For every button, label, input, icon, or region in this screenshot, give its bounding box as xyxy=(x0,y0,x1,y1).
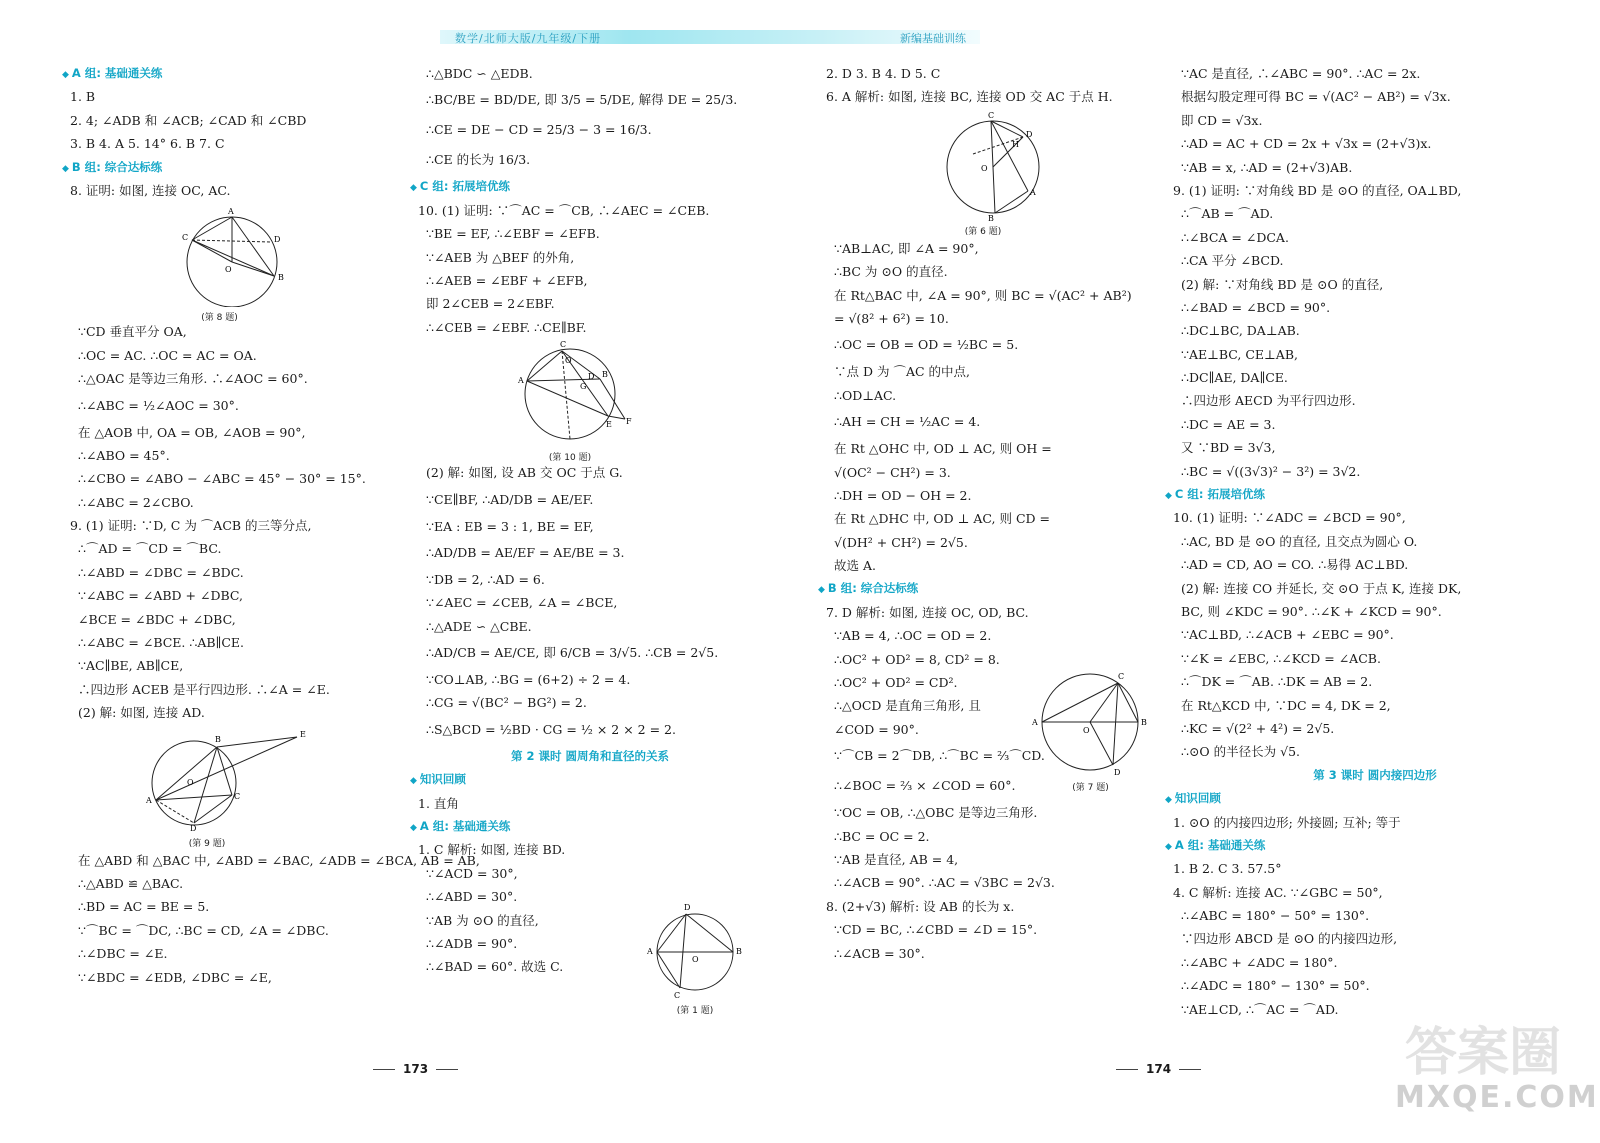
answer-line: 7. D 解析: 如图, 连接 OC, OD, BC. xyxy=(826,604,1029,620)
answer-line: ∴∠ABD = ∠DBC = ∠BDC. xyxy=(78,564,244,580)
answer-line: ∠BCE = ∠BDC + ∠DBC, xyxy=(78,611,236,627)
svg-text:D: D xyxy=(684,903,691,912)
answer-line: 9. (1) 证明: ∵对角线 BD 是 ⊙O 的直径, OA⊥BD, xyxy=(1173,182,1462,198)
answer-line: √(DH² + CH²) = 2√5. xyxy=(834,534,968,550)
lesson-title: 第 3 课时 圆内接四边形 xyxy=(1313,767,1437,782)
answer-line: ∵CO⊥AB, ∴BG = (6+2) ÷ 2 = 4. xyxy=(426,672,631,688)
figure-10 xyxy=(410,339,770,464)
svg-text:A: A xyxy=(1032,718,1038,727)
answer-line: ∴OC = AC. ∴OC = AC = OA. xyxy=(78,347,257,363)
figure-7 xyxy=(1028,667,1153,792)
svg-text:E: E xyxy=(300,729,306,739)
answer-line: ∴OC = OB = OD = ½BC = 5. xyxy=(834,337,1019,353)
answer-line: ∴△OCD 是直角三角形, 且 xyxy=(834,698,981,714)
answer-line: ∴BC = √((3√3)² − 3²) = 3√2. xyxy=(1181,463,1361,479)
svg-text:D: D xyxy=(588,372,595,382)
answer-line: ∵点 D 为 ⌒AC 的中点, xyxy=(834,364,970,380)
svg-text:B: B xyxy=(1141,718,1147,727)
figure-9-caption: (第 9 题) xyxy=(188,838,226,849)
figure-10-caption: (第 10 题) xyxy=(548,453,592,464)
answer-line: 在 Rt △OHC 中, OD ⊥ AC, 则 OH = xyxy=(834,441,1052,457)
answer-line: ∴∠ABC + ∠ADC = 180°. xyxy=(1181,954,1338,970)
figure-9-diagram xyxy=(62,725,392,833)
svg-text:B: B xyxy=(215,734,221,744)
answer-line: ∴CE = DE − CD = 25/3 − 3 = 16/3. xyxy=(426,122,652,138)
answer-line: ∴⌒AB = ⌒AD. xyxy=(1181,206,1274,222)
answer-line: 故选 A. xyxy=(834,558,876,574)
answer-line: ∴∠ADB = 90°. xyxy=(426,935,518,951)
answer-line: 1. 直角 xyxy=(418,795,459,811)
svg-text:C: C xyxy=(560,340,567,350)
answer-line: = √(8² + 6²) = 10. xyxy=(834,310,949,326)
figure-9 xyxy=(62,725,392,849)
answer-line: ∵AB 为 ⊙O 的直径, xyxy=(426,912,539,928)
answer-line: 在 Rt △DHC 中, OD ⊥ AC, 则 CD = xyxy=(834,511,1050,527)
answer-line: ∴∠ADC = 180° − 130° = 50°. xyxy=(1181,978,1370,994)
svg-text:A: A xyxy=(146,795,152,805)
section-heading: ◆ 知识回顾 xyxy=(410,768,770,791)
answer-line: ∴BC/BE = BD/DE, 即 3/5 = 5/DE, 解得 DE = 25/3. xyxy=(426,92,738,108)
answer-line: ∴∠BAD = 60°. 故选 C. xyxy=(426,959,564,975)
answer-line: ∵AC⊥BD, ∴∠ACB + ∠EBC = 90°. xyxy=(1181,627,1394,643)
answer-line: ∴∠BAD = ∠BCD = 90°. xyxy=(1181,299,1331,315)
answer-line: ∵∠BDC = ∠EDB, ∠DBC = ∠E, xyxy=(78,969,272,985)
section-heading: ◆ 知识回顾 xyxy=(1165,787,1585,810)
answer-line: ∴AD/DB = AE/EF = AE/BE = 3. xyxy=(426,544,625,560)
answer-line: ∴△ABD ≌ △BAC. xyxy=(78,875,184,891)
answer-line: ∵AE⊥CD, ∴⌒AC = ⌒AD. xyxy=(1181,1001,1339,1017)
answer-line: ∴∠ABC = 180° − 50° = 130°. xyxy=(1181,908,1370,924)
answer-line: ∴BC = OC = 2. xyxy=(834,828,930,844)
svg-text:O: O xyxy=(565,356,572,366)
answer-line: ∵⌒CB = 2⌒DB, ∴⌒BC = ⅔⌒CD. xyxy=(834,748,1045,764)
figure-8-diagram xyxy=(62,202,392,307)
answer-line: ∵∠AEB 为 △BEF 的外角, xyxy=(426,249,575,265)
svg-text:A: A xyxy=(518,376,524,386)
lesson-title: 第 2 课时 圆周角和直径的关系 xyxy=(510,748,669,763)
answer-line: ∴∠ACB = 90°. ∴AC = √3BC = 2√3. xyxy=(834,875,1055,891)
answer-line: ∴CE 的长为 16/3. xyxy=(426,152,531,168)
answer-line: ∴∠ABO = 45°. xyxy=(78,447,170,463)
answer-line: ∵AB⊥AC, 即 ∠A = 90°, xyxy=(834,240,979,256)
answer-line: ∴∠ABD = 30°. xyxy=(426,889,518,905)
answer-line: 10. (1) 证明: ∵∠ADC = ∠BCD = 90°, xyxy=(1173,510,1406,526)
section-heading: ◆ A 组: 基础通关练 xyxy=(1165,834,1585,857)
header-series: 新编基础训练 xyxy=(900,32,966,45)
answer-line: ∴∠CBO = ∠ABO − ∠ABC = 45° − 30° = 15°. xyxy=(78,471,366,487)
column-4 xyxy=(1165,62,1585,1021)
svg-text:O: O xyxy=(225,265,232,275)
svg-text:C: C xyxy=(674,991,681,1000)
answer-line: ∵AB = x, ∴AD = (2+√3)AB. xyxy=(1181,159,1353,175)
figure-1-diagram xyxy=(640,902,750,1000)
page-number-right: 174 xyxy=(1108,1062,1209,1076)
figure-6-diagram xyxy=(818,109,1158,221)
svg-text:C: C xyxy=(1118,672,1125,681)
column-2 xyxy=(410,62,770,1016)
answer-line: ∴∠ACB = 30°. xyxy=(834,945,925,961)
answer-line: ∴S△BCD = ½BD · CG = ½ × 2 × 2 = 2. xyxy=(426,721,676,737)
answer-line: (2) 解: 如图, 设 AB 交 OC 于点 G. xyxy=(426,465,623,481)
answer-line: 在 Rt△BAC 中, ∠A = 90°, 则 BC = √(AC² + AB²) xyxy=(834,287,1132,303)
answer-line: (2) 解: 如图, 连接 AD. xyxy=(78,705,205,721)
answer-line: ∴⊙O 的半径长为 √5. xyxy=(1181,744,1301,760)
answer-line: 根据勾股定理可得 BC = √(AC² − AB²) = √3x. xyxy=(1181,89,1451,105)
answer-line: ∴∠DBC = ∠E. xyxy=(78,946,168,962)
svg-text:O: O xyxy=(981,163,988,173)
answer-line: ∵EA : EB = 3 : 1, BE = EF, xyxy=(426,518,594,534)
answer-line: 在 △ABD 和 △BAC 中, ∠ABD = ∠BAC, ∠ADB = ∠BCA, AB = AB, xyxy=(78,852,480,868)
svg-text:O: O xyxy=(187,777,194,787)
svg-text:O: O xyxy=(692,955,699,964)
column-3 xyxy=(818,62,1158,965)
answer-line: 又 ∵BD = 3√3, xyxy=(1181,440,1276,456)
svg-text:G: G xyxy=(580,382,587,392)
answer-line: 9. (1) 证明: ∵D, C 为 ⌒ACB 的三等分点, xyxy=(70,518,312,534)
answer-line: ∴AH = CH = ½AC = 4. xyxy=(834,414,981,430)
answer-line: ∴四边形 ACEB 是平行四边形. ∴∠A = ∠E. xyxy=(78,681,330,697)
answer-line: ∵四边形 ABCD 是 ⊙O 的内接四边形, xyxy=(1181,931,1398,947)
answer-line: ∵∠AEC = ∠CEB, ∠A = ∠BCE, xyxy=(426,595,618,611)
svg-text:A: A xyxy=(647,947,653,956)
figure-6 xyxy=(818,109,1158,237)
answer-line: ∴BD = AC = BE = 5. xyxy=(78,899,210,915)
answer-line: ∴∠ABC = ∠BCE. ∴AB∥CE. xyxy=(78,635,244,651)
answer-line: ∵∠ACD = 30°, xyxy=(426,865,518,881)
section-heading: ◆ C 组: 拓展培优练 xyxy=(410,175,770,198)
section-heading: ◆ B 组: 综合达标练 xyxy=(818,577,1158,600)
answer-line: ∵BE = EF, ∴∠EBF = ∠EFB. xyxy=(426,226,600,242)
watermark-logo: 答案圈 xyxy=(1405,1023,1562,1083)
answer-line: 1. ⊙O 的内接四边形; 外接圆; 互补; 等于 xyxy=(1173,814,1401,830)
answer-line: ∴AC, BD 是 ⊙O 的直径, 且交点为圆心 O. xyxy=(1181,533,1418,549)
answer-line: ∴⌒DK = ⌒AB. ∴DK = AB = 2. xyxy=(1181,674,1373,690)
svg-text:D: D xyxy=(1114,768,1121,777)
svg-text:A: A xyxy=(1030,187,1036,197)
answer-line: (2) 解: 连接 CO 并延长, 交 ⊙O 于点 K, 连接 DK, xyxy=(1181,580,1462,596)
answer-line: ∵AE⊥BC, CE⊥AB, xyxy=(1181,346,1298,362)
answer-line: ∴BC 为 ⊙O 的直径. xyxy=(834,264,948,280)
answer-line: ∵AC∥BE, AB∥CE, xyxy=(78,658,184,674)
svg-text:B: B xyxy=(602,370,608,380)
section-heading: ◆ B 组: 综合达标练 xyxy=(62,156,392,179)
answer-line: ∵AC 是直径, ∴∠ABC = 90°. ∴AC = 2x. xyxy=(1181,66,1421,81)
answer-line: BC, 则 ∠KDC = 90°. ∴∠K + ∠KCD = 90°. xyxy=(1181,603,1442,619)
answer-line: 2. D 3. B 4. D 5. C xyxy=(826,66,941,81)
answer-line: ∴∠ABC = ½∠AOC = 30°. xyxy=(78,397,239,413)
answer-line: ∴△ADE ∽ △CBE. xyxy=(426,618,532,634)
answer-line: ∴DC⊥BC, DA⊥AB. xyxy=(1181,323,1300,339)
answer-line: ∴∠CEB = ∠EBF. ∴CE∥BF. xyxy=(426,319,587,335)
figure-1 xyxy=(640,902,750,1016)
answer-line: ∵CD = BC, ∴∠CBD = ∠D = 15°. xyxy=(834,922,1038,938)
answer-line: ∴OC² + OD² = CD². xyxy=(834,675,958,691)
answer-line: ∴△BDC ∽ △EDB. xyxy=(426,66,533,81)
answer-line: ∵⌒BC = ⌒DC, ∴BC = CD, ∠A = ∠DBC. xyxy=(78,922,329,938)
answer-line: 1. C 解析: 如图, 连接 BD. xyxy=(418,842,566,858)
answer-line: ∴DC = AE = 3. xyxy=(1181,416,1276,432)
answer-line: 10. (1) 证明: ∵⌒AC = ⌒CB, ∴∠AEC = ∠CEB. xyxy=(418,202,710,218)
answer-line: ∴CG = √(BC² − BG²) = 2. xyxy=(426,695,587,711)
answer-line: ∵∠K = ∠EBC, ∴∠KCD = ∠ACB. xyxy=(1181,650,1381,666)
answer-line: ∴KC = √(2² + 4²) = 2√5. xyxy=(1181,720,1335,736)
svg-text:C: C xyxy=(988,110,995,120)
svg-text:D: D xyxy=(274,235,281,245)
section-heading: ◆ C 组: 拓展培优练 xyxy=(1165,483,1585,506)
answer-line: 4. C 解析: 连接 AC. ∵∠GBC = 50°, xyxy=(1173,884,1383,900)
answer-line: ∴△OAC 是等边三角形. ∴∠AOC = 60°. xyxy=(78,371,308,387)
figure-10-diagram xyxy=(410,339,770,447)
svg-text:O: O xyxy=(1083,726,1090,735)
answer-line: ∵∠ABC = ∠ABD + ∠DBC, xyxy=(78,588,243,604)
answer-line: ∵AB = 4, ∴OC = OD = 2. xyxy=(834,628,992,644)
answer-line: 即 2∠CEB = 2∠EBF. xyxy=(426,296,555,312)
answer-line: ∴DC∥AE, DA∥CE. xyxy=(1181,370,1288,386)
section-heading: ◆ A 组: 基础通关练 xyxy=(410,815,770,838)
answer-line: ∵CD 垂直平分 OA, xyxy=(78,324,187,340)
page-number-left: 173 xyxy=(365,1062,466,1076)
answer-line: ∴OD⊥AC. xyxy=(834,387,897,403)
svg-text:C: C xyxy=(182,233,189,243)
section-heading: ◆ A 组: 基础通关练 xyxy=(62,62,392,85)
answer-line: ∴AD = CD, AO = CO. ∴易得 AC⊥BD. xyxy=(1181,557,1409,573)
answer-line: ∴CA 平分 ∠BCD. xyxy=(1181,253,1284,269)
watermark-site: MXQE.COM xyxy=(1395,1080,1599,1115)
answer-line: ∴四边形 AECD 为平行四边形. xyxy=(1181,393,1356,409)
answer-line: 6. A 解析: 如图, 连接 BC, 连接 OD 交 AC 于点 H. xyxy=(826,89,1113,105)
answer-line: ∴⌒AD = ⌒CD = ⌒BC. xyxy=(78,541,222,557)
answer-line: ∴∠ABC = 2∠CBO. xyxy=(78,494,194,510)
svg-text:D: D xyxy=(190,823,197,833)
svg-text:A: A xyxy=(228,207,234,217)
answer-line: 2. 4; ∠ADB 和 ∠ACB; ∠CAD 和 ∠CBD xyxy=(70,112,307,128)
figure-8 xyxy=(62,202,392,324)
figure-7-caption: (第 7 题) xyxy=(1072,783,1109,793)
answer-line: 3. B 4. A 5. 14° 6. B 7. C xyxy=(70,136,225,152)
answer-line: 8. 证明: 如图, 连接 OC, AC. xyxy=(70,182,231,198)
answer-line: 1. B xyxy=(70,89,96,105)
answer-line: 在 Rt△KCD 中, ∵DC = 4, DK = 2, xyxy=(1181,697,1391,713)
answer-line: √(OC² − CH²) = 3. xyxy=(834,464,951,480)
answer-line: ∵DB = 2, ∴AD = 6. xyxy=(426,571,545,587)
figure-8-caption: (第 8 题) xyxy=(201,313,238,324)
answer-line: 在 △AOB 中, OA = OB, ∠AOB = 90°, xyxy=(78,424,306,440)
svg-text:B: B xyxy=(988,213,994,221)
answer-line: ∵AB 是直径, AB = 4, xyxy=(834,851,959,867)
answer-line: 即 CD = √3x. xyxy=(1181,112,1263,128)
svg-text:B: B xyxy=(278,273,284,283)
answer-line: ∵OC = OB, ∴△OBC 是等边三角形. xyxy=(834,805,1038,821)
svg-text:C: C xyxy=(234,791,241,801)
answer-line: ∴OC² + OD² = 8, CD² = 8. xyxy=(834,651,1000,667)
figure-7-diagram xyxy=(1028,667,1153,777)
answer-line: ∴∠BOC = ⅔ × ∠COD = 60°. xyxy=(834,778,1016,794)
answer-line: (2) 解: ∵对角线 BD 是 ⊙O 的直径, xyxy=(1181,276,1384,292)
answer-line: 1. B 2. C 3. 57.5° xyxy=(1173,861,1282,877)
answer-line: ∴AD/CB = AE/CE, 即 6/CB = 3/√5. ∴CB = 2√5. xyxy=(426,645,719,661)
answer-line: ∴∠AEB = ∠EBF + ∠EFB, xyxy=(426,272,588,288)
answer-line: ∴AD = AC + CD = 2x + √3x = (2+√3)x. xyxy=(1181,136,1432,152)
figure-6-caption: (第 6 题) xyxy=(964,226,1002,237)
answer-line: 8. (2+√3) 解析: 设 AB 的长为 x. xyxy=(826,898,1015,914)
answer-line: ∵CE∥BF, ∴AD/DB = AE/EF. xyxy=(426,491,594,507)
svg-text:E: E xyxy=(606,420,612,430)
svg-text:D: D xyxy=(1026,129,1033,139)
answer-line: ∠COD = 90°. xyxy=(834,721,919,737)
svg-text:B: B xyxy=(736,947,742,956)
header-title: 数学/北师大版/九年级/下册 xyxy=(455,32,602,45)
svg-text:F: F xyxy=(626,417,632,427)
figure-1-caption: (第 1 题) xyxy=(676,1006,714,1016)
svg-text:H: H xyxy=(1012,139,1019,149)
answer-line: ∴∠BCA = ∠DCA. xyxy=(1181,229,1289,245)
answer-line: ∴DH = OD − OH = 2. xyxy=(834,487,972,503)
